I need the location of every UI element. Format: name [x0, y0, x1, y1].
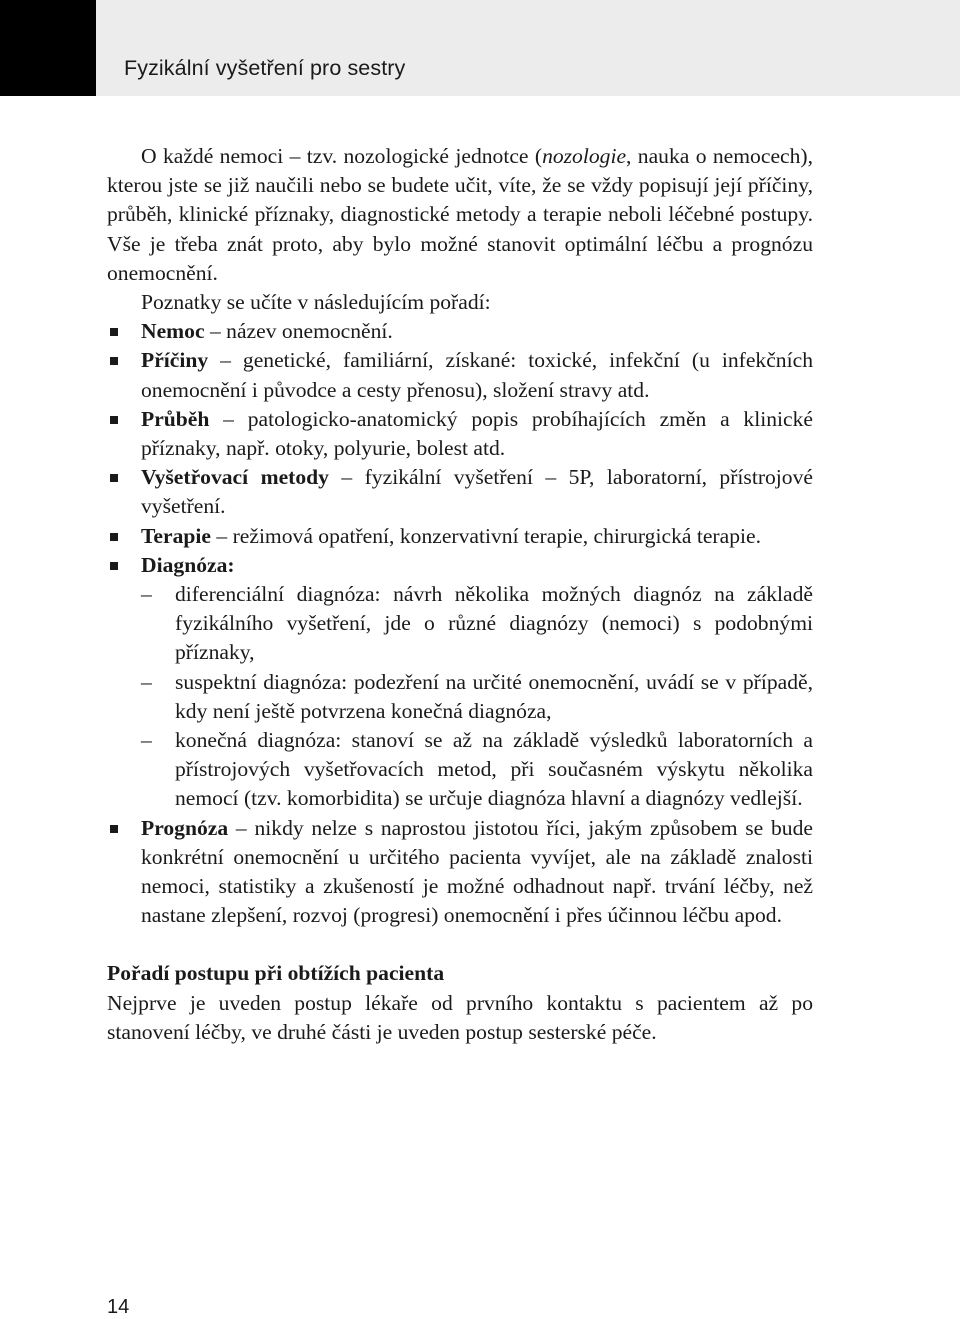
running-header — [0, 0, 960, 96]
section-paragraph: Nejprve je uveden postup lékaře od prvního kontaktu s pacientem až po stanovení léčby, ve druhé části je uveden postup sesterské péče. — [107, 990, 813, 1044]
running-header-title: Fyzikální vyšetření pro sestry — [124, 56, 406, 80]
list-item — [107, 405, 813, 463]
list-item — [107, 317, 813, 346]
sublist-item-text: suspektní diagnóza: podezření na určité onemocnění, uvádí se v případě, kdy není ještě potvrzena konečná diagnóza, — [175, 669, 813, 723]
list-item — [107, 814, 813, 931]
intro-text-end: , nauka o nemocech), kterou jste se již naučili nebo se budete učit, víte, že se vždy popisují její příčiny, průběh, klinické příznaky, diagnostické metody a terapie neboli léčebné postupy. Vše je třeba znát proto, aby bylo možné stanovit optimální léčbu a prognózu onemocnění. — [107, 144, 813, 285]
bullet-square-icon — [110, 825, 118, 833]
intro-paragraph — [107, 142, 813, 288]
diagnosis-sublist — [141, 580, 813, 814]
intro-text-start: O každé nemoci – tzv. nozologické jednotce ( — [141, 144, 543, 168]
item-term: Nemoc — [141, 319, 205, 344]
sublist-item-text: diferenciální diagnóza: návrh několika možných diagnóz na základě fyzikálního vyšetření, jde o různé diagnózy (nemoci) s podobnými příznaky, — [175, 582, 813, 665]
item-term: Průběh — [141, 406, 210, 431]
item-text: – nikdy nelze s naprostou jistotou říci, jakým způsobem se bude konkrétní onemocnění u určitého pacienta vyvíjet, ale na základě znalosti nemoci, statistiky a zkušeností je možné odhadnout např. trvání léčby, než nastane zlepšení, rozvoj (progresi) onemocnění i přes účinnou léčbu apod. — [141, 815, 813, 928]
item-text: – genetické, familiární, získané: toxické, infekční (u infekčních onemocnění i původce a cesty přenosu), složení stravy atd. — [141, 348, 813, 402]
sublist-item — [141, 668, 813, 726]
list-item — [107, 463, 813, 521]
item-term: Terapie — [141, 523, 211, 548]
sublist-item-text: konečná diagnóza: stanoví se až na základě výsledků laboratorních a přístrojových vyšetřovacích metod, při současném výskytu několika nemocí (tzv. komorbidita) se určuje diagnóza hlavní a diagnózy vedlejší. — [175, 728, 813, 811]
item-text: – fyzikální vyšetření – 5P, laboratorní, přístrojové vyšetření. — [141, 465, 813, 519]
dash-marker: – — [141, 582, 152, 607]
page-number: 14 — [107, 1296, 130, 1318]
item-text: – režimová opatření, konzervativní terapie, chirurgická terapie. — [210, 523, 761, 548]
sublist-item — [141, 580, 813, 668]
list-item — [107, 346, 813, 404]
item-term: Diagnóza: — [141, 552, 235, 577]
dash-marker: – — [141, 728, 152, 753]
list-item — [107, 551, 813, 814]
page-content — [107, 142, 813, 1047]
intro-italic-term: nozologie — [542, 144, 627, 168]
header-color-block — [0, 0, 96, 96]
bullet-square-icon — [110, 533, 118, 541]
item-text: – název onemocnění. — [204, 319, 393, 344]
section-heading: Pořadí postupu při obtížích pacienta — [107, 961, 445, 986]
order-paragraph: Poznatky se učíte v následujícím pořadí: — [141, 290, 491, 315]
bullet-square-icon — [110, 416, 118, 424]
bullet-square-icon — [110, 562, 118, 570]
item-term: Prognóza — [141, 815, 229, 840]
bullet-square-icon — [110, 328, 118, 336]
sublist-item — [141, 726, 813, 814]
item-text: – patologicko-anatomický popis probíhajících změn a klinické příznaky, např. otoky, polyurie, bolest atd. — [141, 406, 813, 461]
item-term: Vyšetřovací metody — [141, 465, 329, 490]
list-item — [107, 522, 813, 551]
bullet-square-icon — [110, 474, 118, 482]
topics-list — [107, 317, 813, 930]
bullet-square-icon — [110, 357, 118, 365]
dash-marker: – — [141, 669, 152, 694]
item-term: Příčiny — [141, 348, 209, 373]
